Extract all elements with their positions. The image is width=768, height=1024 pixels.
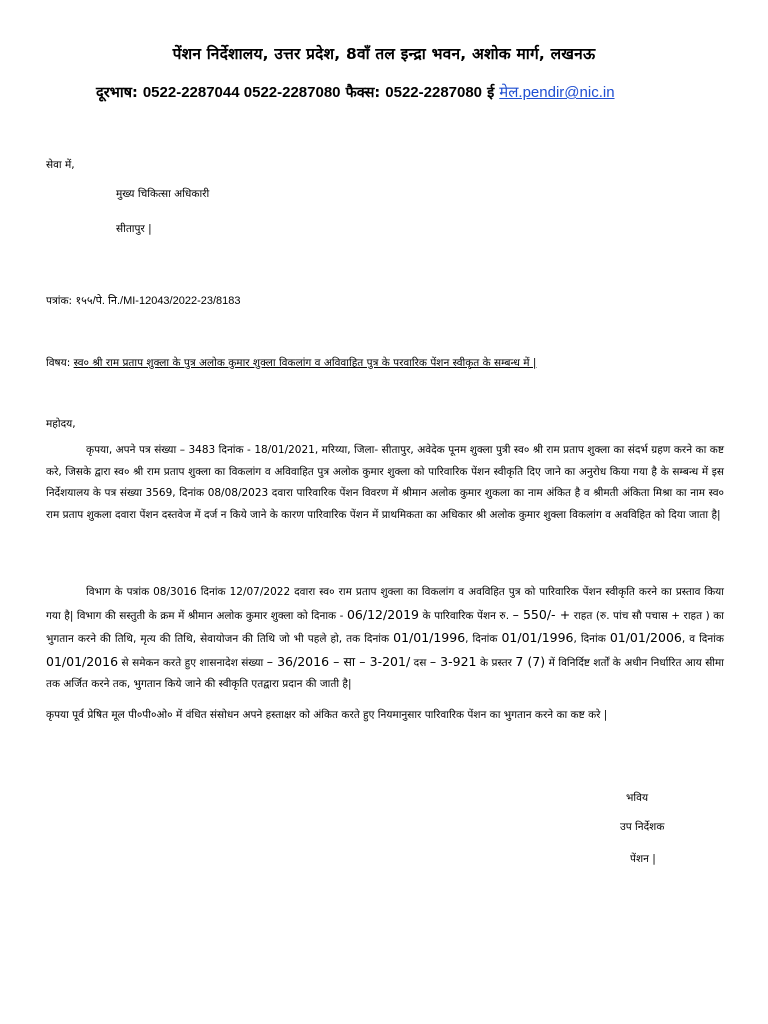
fax-number: 0522-2287080 <box>385 84 483 101</box>
para2-date-1: 06/12/2019 <box>346 606 420 622</box>
paragraph-2 <box>46 582 724 696</box>
email-prefix: ई <box>487 85 495 101</box>
email-link[interactable]: मेल.pendir@nic.in <box>499 84 615 101</box>
para2-order-suffix: – 3-921 <box>429 653 477 669</box>
signature-department: पेंशन | <box>630 853 656 865</box>
subject-line <box>46 356 536 370</box>
para2-date-3: 01/01/1996 <box>501 630 574 645</box>
recipient-city: सीतापुर | <box>116 223 152 235</box>
para2-text-s: में विनिर्दिष्ट शर्तों के अधीन निर्धारित आय सीमा तक अर्जित करने तक, भुगतान किये जाने की स्वीकृति एतद्वारा प्रदान की जाती है| <box>46 656 725 690</box>
para2-date-4: 01/01/2006 <box>609 630 682 645</box>
salutation-to: सेवा में, <box>46 159 75 171</box>
signature-designation: उप निर्देशक <box>620 821 665 833</box>
para2-amount: – 550/- + <box>512 606 571 622</box>
reference-label: पत्रांक: <box>46 295 73 307</box>
subject-text: स्व० श्री राम प्रताप शुक्ला के पुत्र अलोक कुमार शुक्ला विकलांग व अविवाहित पुत्र के परवारिक पेंशन स्वीकृत के सम्बन्ध में | <box>73 357 537 369</box>
para2-text-g: , दिनांक <box>465 633 498 645</box>
para2-text-q: के प्रस्तर <box>480 656 512 669</box>
phone-label: दूरभाष: <box>96 85 138 101</box>
para2-text-c: के पारिवारिक पेंशन रु. <box>422 609 510 622</box>
para2-text-m: से समेकन करते हुए शासनादेश संख्या <box>121 656 264 669</box>
para2-text-o: दस <box>413 656 427 669</box>
para2-text-k: , व दिनांक <box>681 633 724 645</box>
para2-text-e: राहत (रु. पांच सौ पचास + राहत ) का भुगतान करने की तिथि, मृत्य की तिथि, सेवायोजन की तिथि जो भी पहले हो, तक दिनांक <box>46 609 725 645</box>
letterhead-title: पेंशन निर्देशालय, उत्तर प्रदेश, 8वाँ तल इन्द्रा भवन, अशोक मार्ग, लखनऊ <box>172 45 596 63</box>
letterhead-contact <box>96 82 736 102</box>
para2-date-2: 01/01/1996 <box>393 630 466 645</box>
para2-clause: 7 (7) <box>515 653 546 669</box>
subject-label: विषय: <box>46 357 71 369</box>
para2-text-i: , दिनांक <box>573 633 606 645</box>
reference-number: १५५/पे. नि./MI-12043/2022-23/8183 <box>75 295 241 307</box>
fax-label: फैक्स: <box>345 85 381 101</box>
para2-text-a: विभाग के पत्रांक 08/3016 दिनांक 12/07/2022 दवारा स्व० राम प्रताप शुक्ला का विकलांग व अवविहित पुत्र को पारिवारिक पेंशन स्वीकृति करने का प्रस्ताव किया गया है| विभाग की सस्तुती के क्रम में श्रीमान अलोक कुमार शुक्ला को दिनाक - <box>46 586 724 622</box>
greeting: महोदय, <box>46 418 76 430</box>
phone-numbers: 0522-2287044 0522-2287080 <box>142 84 341 101</box>
paragraph-1: कृपया, अपने पत्र संख्या – 3483 दिनांक - 18/01/2021, मरिय्या, जिला- सीतापुर, अवेदेक पूनम शुक्ला पुत्री स्व० श्री राम प्रताप शुक्ला का संदर्भ ग्रहण करने का कष्ट करे, जिसके द्वारा स्व० श्री राम प्रताप शुक्ला का विकलांग व अविवाहित पुत्र अलोक कुमार शुक्ला को पारिवारिक पेंशन स्वीकृति दिए जाने का अनुरोध किया गया है के सम्बन्ध में इस निर्देशयालय के पत्र संख्या 3569, दिनांक 08/08/2023 दवारा पारिवारिक पेंशन विवरण में श्रीमान अलोक कुमार शुकला का नाम अंकित है व श्रीमती अंकिता मिश्रा का नाम स्व० राम प्रताप शुकला दवारा पेंशन दस्तवेज में दर्ज न किये जाने के कारण पारिवारिक पेंशन में प्राथमिकता का अधिकार श्री अलोक कुमार शुक्ला विकलांग व अवविहित को दिया जाता है| <box>46 444 724 521</box>
para2-order-number: – 36/2016 – सा – 3-201/ <box>266 653 411 669</box>
para2-date-5: 01/01/2016 <box>46 653 119 669</box>
paragraph-3: कृपया पूर्व प्रेषित मूल पी०पी०ओ० में वंधित संसोधन अपने हस्ताक्षर को अंकित करते हुए नियमानुसार पारिवारिक पेंशन का भुगतान करने का कष्ट करे | <box>46 709 608 721</box>
signature-closing: भविय <box>626 792 649 804</box>
recipient-designation: मुख्य चिकित्सा अधिकारी <box>116 188 210 200</box>
reference-line <box>46 294 241 308</box>
